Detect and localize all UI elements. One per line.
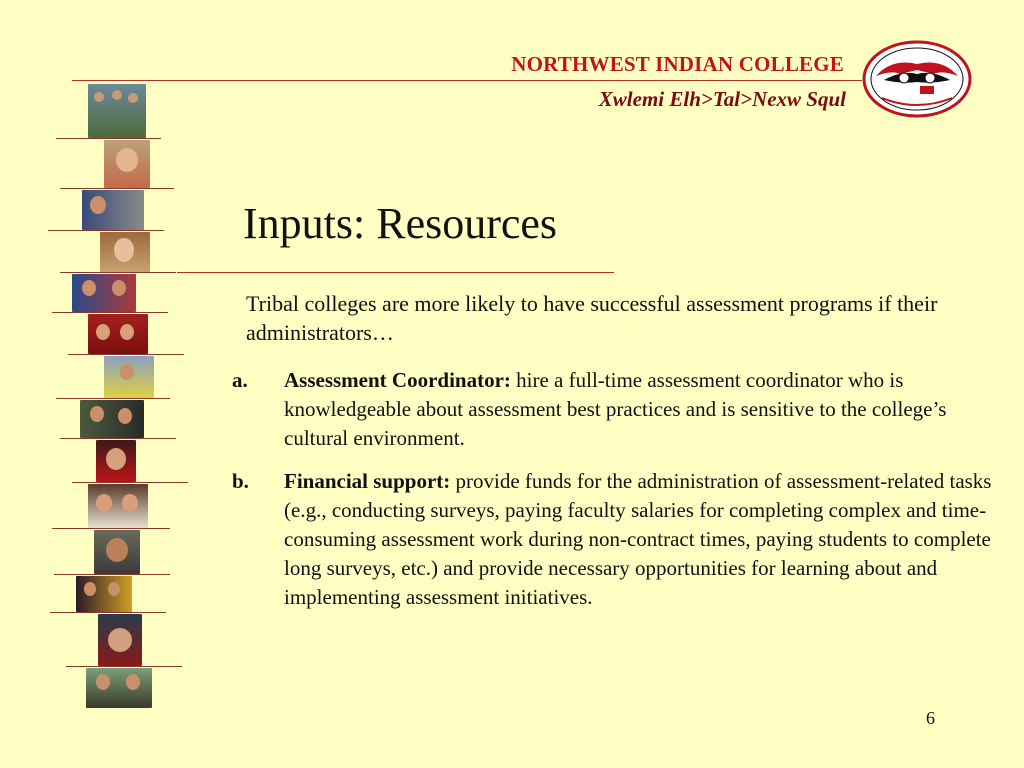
photo-portrait-6 [104, 356, 154, 398]
item-text: provide funds for the administration of assessment-related tasks (e.g., conducting surveys, paying faculty salaries for completing complex and time-consuming assessment work during non-contract times, paying students to complete long surveys, etc.) and provide necessary opportunities for learning about and implementing assessment initiatives. [284, 469, 992, 609]
photo-portrait-4 [72, 274, 136, 312]
title-rule [177, 272, 614, 273]
photo-portrait-7 [80, 400, 144, 438]
photo-portrait-10 [94, 530, 140, 574]
item-lead: Financial support: [284, 469, 451, 493]
list-marker: a. [232, 368, 248, 392]
photo-portrait-3 [100, 232, 150, 272]
page-number: 6 [926, 708, 935, 728]
photo-portrait-12 [98, 614, 142, 666]
list-item [232, 366, 992, 453]
college-subtitle: Xwlemi Elh>Tal>Nexw Squl [598, 87, 846, 111]
intro-paragraph: Tribal colleges are more likely to have successful assessment programs if their administrators… [246, 291, 938, 345]
college-name: NORTHWEST INDIAN COLLEGE [511, 52, 844, 76]
list-item [232, 467, 992, 612]
photo-portrait-8 [96, 440, 136, 482]
resource-list [232, 366, 992, 626]
item-text: hire a full-time assessment coordinator who is knowledgeable about assessment best practices and is sensitive to the college’s cultural environment. [284, 368, 947, 450]
photo-portrait-11 [76, 576, 132, 612]
item-lead: Assessment Coordinator: [284, 368, 511, 392]
college-seal-logo [862, 40, 972, 118]
list-marker: b. [232, 469, 249, 493]
photo-portrait-5 [88, 314, 148, 354]
photo-portrait-1 [104, 140, 150, 188]
photo-portrait-9 [88, 484, 148, 528]
photo-people-outdoors [88, 84, 146, 138]
photo-strip [0, 0, 200, 768]
slide-title: Inputs: Resources [243, 199, 558, 248]
photo-portrait-13 [86, 668, 152, 708]
photo-portrait-2 [82, 190, 144, 230]
